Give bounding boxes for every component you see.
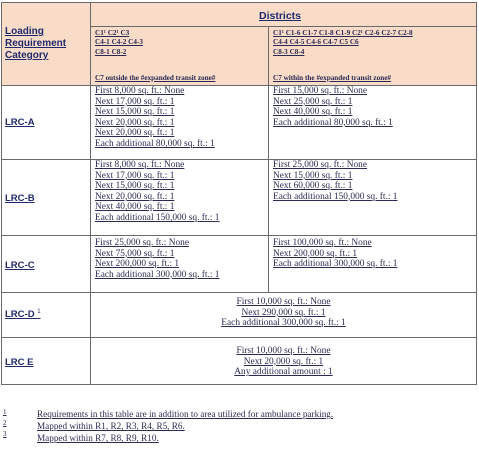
requirement-line: First 8,000 sq. ft.: None	[95, 86, 185, 96]
border-left	[1, 2, 2, 384]
header-left-line: Requirement	[5, 38, 67, 49]
header-left-line: Loading	[5, 26, 44, 37]
requirement-line: Each additional 80,000 sq. ft.: 1	[95, 138, 215, 149]
requirement-line: Next 40,000 sq. ft.: 1	[273, 107, 353, 118]
row-label-lrc-e: LRC E	[5, 357, 34, 368]
districts-title: Districts	[259, 10, 302, 22]
requirement-line: First 25,000 sq. ft.: None	[95, 238, 190, 248]
district-line: C8-3 C8-4	[273, 47, 305, 56]
row-a-col2	[273, 86, 393, 128]
row-b-col1	[95, 160, 219, 224]
district-line: C8-1 C8-2	[95, 47, 127, 56]
row-d-merged	[91, 297, 476, 329]
requirement-line: Next 20,000 sq. ft.: 1	[243, 356, 324, 367]
footnote-number: 2	[3, 419, 7, 427]
border-top	[1, 2, 477, 3]
requirement-line: Next 75,000 sq. ft.: 1	[95, 248, 175, 259]
row-line-c	[1, 292, 477, 293]
row-line-b	[1, 235, 477, 236]
footnote-text: Mapped within R7, R8, R9, R10.	[37, 433, 159, 443]
row-label-text: LRC-D	[5, 309, 35, 321]
requirement-line: Any additional amount : 1	[234, 367, 333, 378]
row-line-d	[1, 337, 477, 338]
footnote-number: 3	[3, 430, 7, 438]
requirement-line: Next 290,000 sq. ft.: 1	[241, 307, 326, 318]
requirement-line: Next 15,000 sq. ft.: 1	[273, 170, 353, 181]
col1-district-list	[95, 29, 143, 57]
row-label-lrc-a: LRC-A	[5, 117, 35, 128]
requirement-line: First 10,000 sq. ft.: None	[236, 346, 331, 356]
row-b-col2	[273, 160, 397, 202]
row-e-merged	[91, 346, 476, 378]
border-right	[476, 2, 477, 384]
row-label-lrc-b: LRC-B	[5, 193, 35, 204]
requirement-line: First 25,000 sq. ft.: None	[273, 160, 368, 170]
requirement-line: Next 25,000 sq. ft.: 1	[273, 96, 353, 107]
requirement-line: Next 200,000 sq. ft.: 1	[95, 259, 180, 270]
district-line: C4-1 C4-2 C4-3	[95, 38, 143, 47]
row-c-col1	[95, 238, 219, 280]
requirement-line: Next 60,000 sq. ft.: 1	[273, 181, 353, 192]
requirement-line: Each additional 300,000 sq. ft.: 1	[273, 259, 398, 270]
requirement-line: Each additional 150,000 sq. ft.: 1	[95, 212, 220, 223]
districts-title-rule	[91, 26, 476, 27]
requirement-line: Next 20,000 sq. ft.: 1	[95, 128, 175, 139]
requirement-line: First 10,000 sq. ft.: None	[236, 297, 331, 307]
requirement-line: Each additional 300,000 sq. ft.: 1	[221, 318, 346, 329]
requirement-line: Next 200,000 sq. ft.: 1	[273, 248, 358, 259]
requirement-line: Next 17,000 sq. ft.: 1	[95, 170, 175, 181]
border-bottom	[1, 384, 477, 385]
requirement-line: Next 17,000 sq. ft.: 1	[95, 96, 175, 107]
requirement-line: Each additional 300,000 sq. ft.: 1	[95, 269, 220, 280]
requirement-line: Each additional 150,000 sq. ft.: 1	[273, 191, 398, 202]
requirement-line: Each additional 80,000 sq. ft.: 1	[273, 117, 393, 128]
row-c-col2	[273, 238, 397, 270]
footnote-text: Mapped within R1, R2, R3, R4, R5, R6.	[37, 421, 185, 431]
row-label-lrc-d	[5, 309, 41, 320]
col1-subhead: C7 outside the #expanded transit zone#	[95, 74, 216, 82]
requirement-line: First 100,000 sq. ft.: None	[273, 238, 372, 248]
district-line: C1¹ C2¹ C3	[95, 29, 130, 37]
district-line: C1¹ C1-6 C1-7 C1-8 C1-9 C2¹ C2-6 C2-7 C2-8	[273, 29, 413, 37]
row-line-header	[1, 85, 477, 86]
requirement-line: Next 20,000 sq. ft.: 1	[95, 191, 175, 202]
requirement-line: Next 20,000 sq. ft.: 1	[95, 117, 175, 128]
col2-district-list	[273, 29, 413, 57]
loading-requirement-category-header	[5, 26, 66, 62]
footnote-number: 1	[3, 408, 7, 416]
row-label-lrc-c: LRC-C	[5, 260, 35, 271]
footnote-ref: 1	[37, 309, 41, 315]
requirement-line: First 15,000 sq. ft.: None	[273, 86, 368, 96]
col2-subhead: C7 within the #expanded transit zone#	[273, 74, 392, 82]
requirement-line: First 8,000 sq. ft.: None	[95, 160, 185, 170]
footnote-text: Requirements in this table are in addition to area utilized for ambulance parking.	[37, 409, 334, 419]
row-line-a	[1, 159, 477, 160]
requirement-line: Next 40,000 sq. ft.: 1	[95, 202, 175, 213]
requirement-line: Next 15,000 sq. ft.: 1	[95, 107, 175, 118]
district-line: C4-4 C4-5 C4-6 C4-7 C5 C6	[273, 38, 359, 47]
header-left-line: Category	[5, 50, 49, 61]
row-a-col1	[95, 86, 215, 150]
requirement-line: Next 15,000 sq. ft.: 1	[95, 181, 175, 192]
